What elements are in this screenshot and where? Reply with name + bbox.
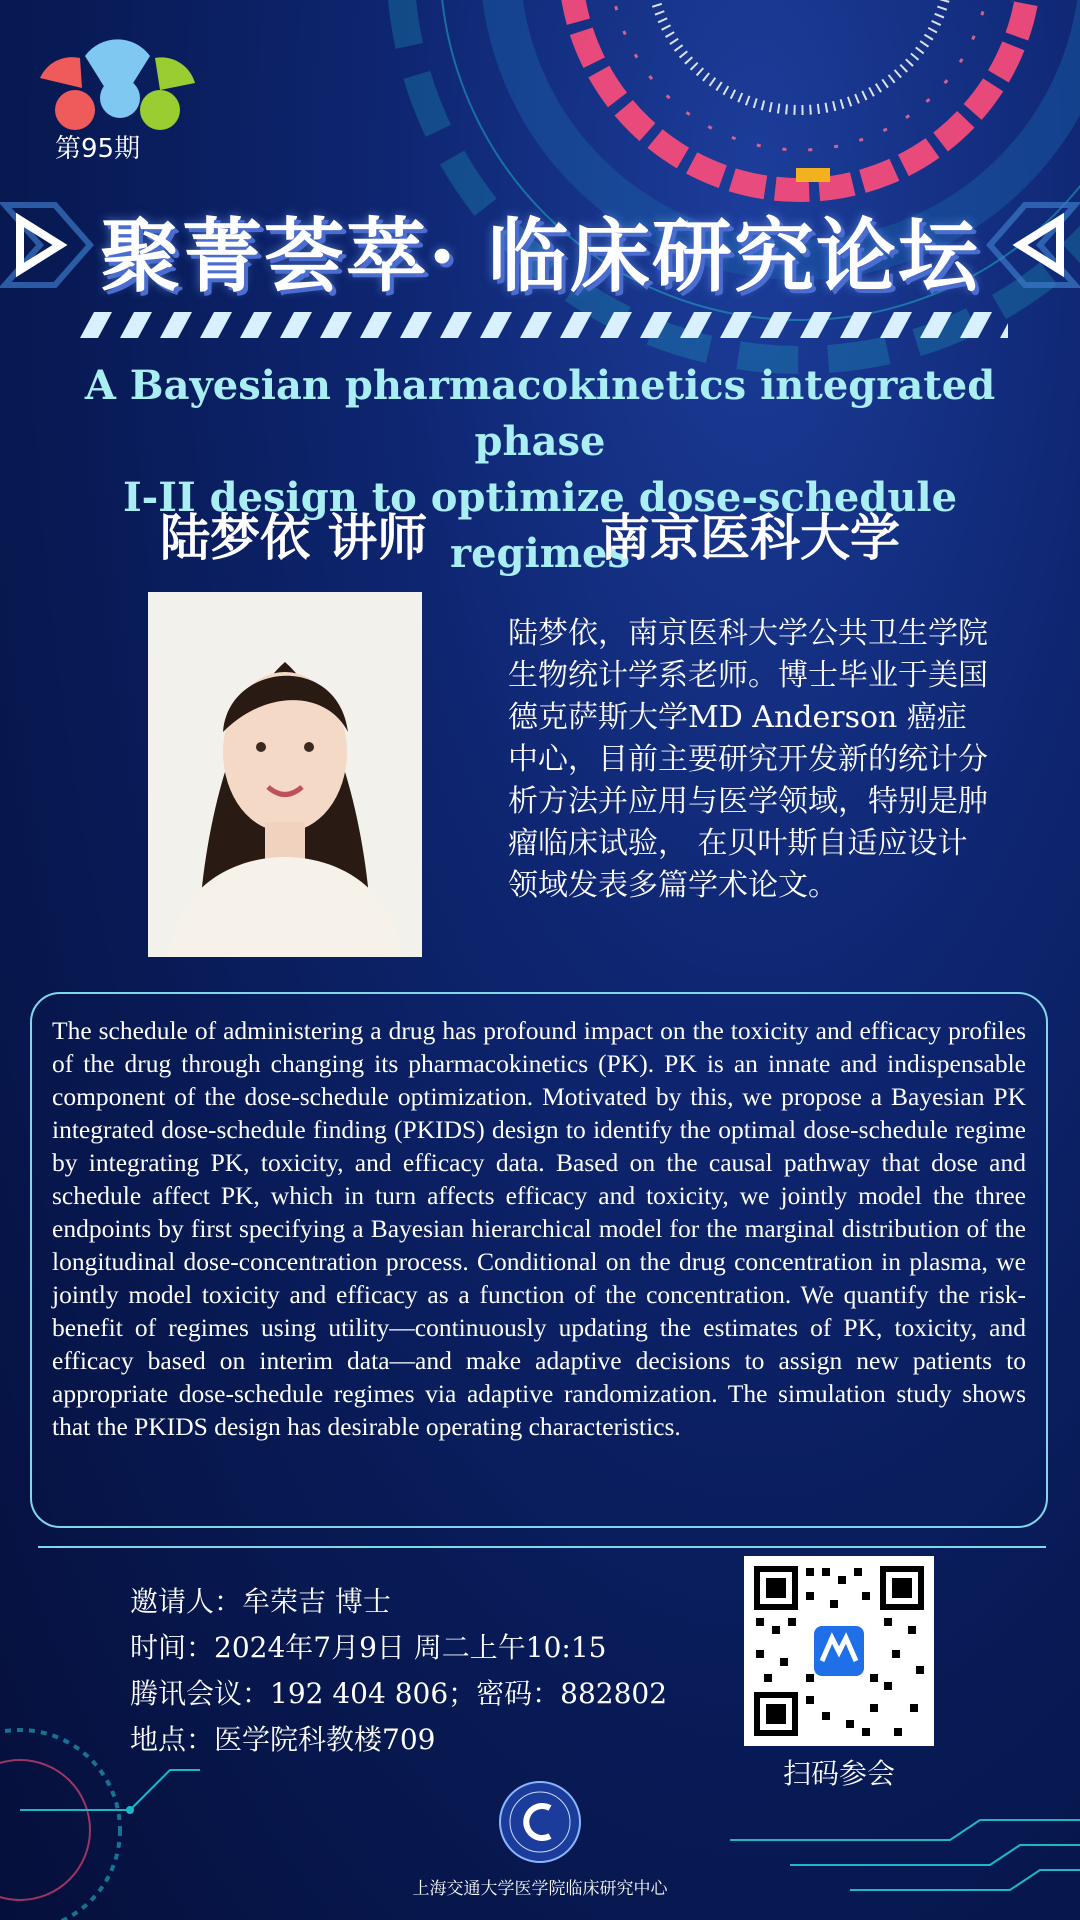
- stripe-divider: [72, 312, 1008, 338]
- section-divider: [38, 1546, 1046, 1548]
- talk-title-line-2: I-II design to optimize dose-schedule regimes: [122, 474, 958, 577]
- forum-title: 聚菁荟萃· 临床研究论坛: [100, 209, 980, 303]
- talk-title-line-1: A Bayesian pharmacokinetics integrated phase: [84, 362, 996, 465]
- inviter: 邀请人：牟荣吉 博士: [130, 1585, 391, 1618]
- qr-caption: 扫码参会: [782, 1757, 895, 1790]
- abstract-box: [30, 992, 1048, 1528]
- issue-number: 第95期: [55, 134, 141, 164]
- forum-logo-icon: [20, 28, 220, 138]
- event-location: 地点：医学院科教楼709: [130, 1723, 436, 1756]
- event-time: 时间：2024年7月9日 周二上午10:15: [130, 1631, 607, 1664]
- speaker-bio: 陆梦依，南京医科大学公共卫生学院生物统计学系老师。博士毕业于美国德克萨斯大学MD Anderson 癌症中心，目前主要研究开发新的统计分析方法并应用与医学领域，特别是肿瘤临床试验， 在贝叶斯自适应设计领域发表多篇学术论文。: [508, 616, 988, 903]
- organizer-name: 上海交通大学医学院临床研究中心: [412, 1879, 668, 1899]
- speaker-affiliation: 南京医科大学: [600, 508, 900, 567]
- abstract-text: The schedule of administering a drug has profound impact on the toxicity and efficacy profiles of the drug through changing its pharmacokinetics (PK). PK is an innate and indispensable component of the dose-schedule optimization. Motivated by this, we propose a Bayesian PK integrated dose-schedule finding (PKIDS) design to identify the optimal dose-schedule regime by integrating PK, toxicity, and efficacy data. Based on the causal pathway that dose and schedule affect PK, which in turn affects efficacy and toxicity, we jointly model the three endpoints by first specifying a Bayesian hierarchical model for the marginal distribution of the longitudinal dose-concentration process. Conditional on the drug concentration in plasma, we jointly model toxicity and efficacy as a function of the concentration. We quantify the risk-benefit of regimes using utility—continuously updating the estimates of PK, toxicity, and efficacy based on interim data—and make adaptive decisions to assign new patients to appropriate dose-schedule regimes via adaptive randomization. The simulation study shows that the PKIDS design has desirable operating characteristics.: [52, 1016, 1026, 1441]
- qr-code[interactable]: [744, 1556, 934, 1746]
- meeting-info: 腾讯会议：192 404 806；密码：882802: [130, 1677, 668, 1710]
- speaker-name: 陆梦依 讲师: [160, 508, 428, 567]
- speaker-photo: [148, 592, 422, 957]
- decorative-circuit-left: [0, 1690, 220, 1920]
- organizer-logo-icon: [498, 1780, 582, 1864]
- decorative-lines-right: [730, 1810, 1080, 1920]
